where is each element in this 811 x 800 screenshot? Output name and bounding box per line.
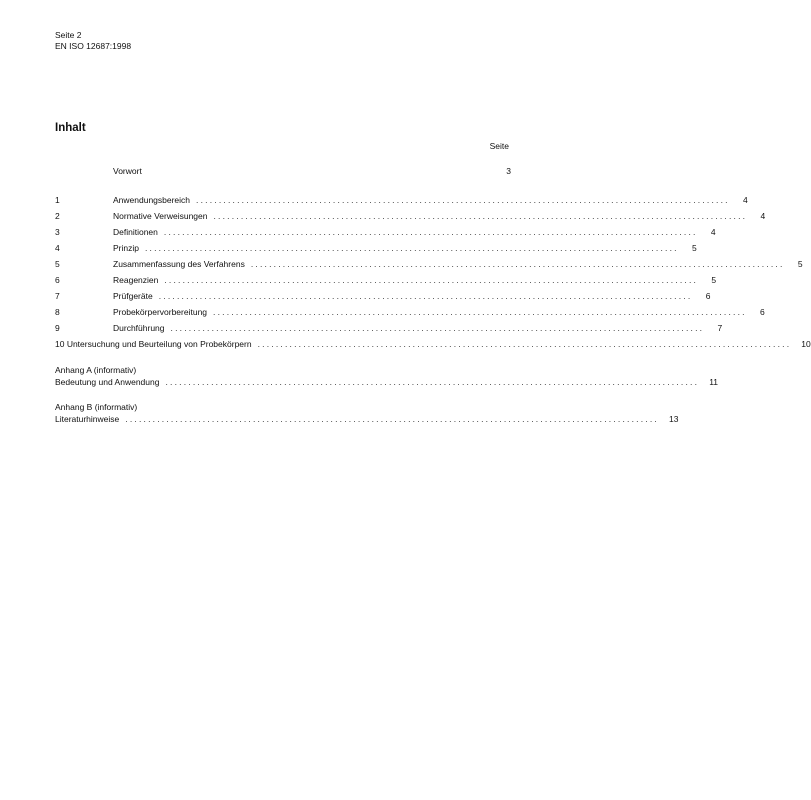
leader-dots: ..................................................................................................................... — [158, 291, 693, 301]
toc-entry-page: 3 — [506, 166, 511, 176]
toc-entry-page: 4 — [710, 227, 716, 237]
leader-dots: ..................................................................................................................... — [165, 377, 700, 387]
toc-entry-page: 6 — [760, 307, 765, 317]
toc-entry-10[interactable] — [55, 339, 811, 350]
leader-dots: ..................................................................................................................... — [163, 227, 698, 237]
leader-dots: ..................................................................................................................... — [213, 211, 748, 221]
leader-dots: ..................................................................................................................... — [250, 259, 785, 269]
leader-dots: ..................................................................................................................... — [170, 323, 705, 333]
toc-annex-b[interactable] — [55, 414, 679, 425]
toc-entry-2[interactable] — [55, 211, 766, 222]
toc-title: Inhalt — [55, 122, 86, 134]
toc-entry-number: 8 — [55, 307, 60, 317]
annex-a-title: Anhang A (informativ) — [55, 365, 137, 375]
leader-dots: ..................................................................................................................... — [257, 339, 792, 349]
leader-dots: ..................................................................................................................... — [213, 307, 747, 317]
toc-entry-label: Reagenzien — [113, 275, 159, 285]
toc-entry-label: Prinzip — [113, 243, 139, 253]
leader-dots: ..................................................................................................................... — [125, 414, 659, 424]
toc-entry-label: Prüfgeräte — [113, 291, 153, 301]
page-column-label: Seite — [489, 141, 509, 151]
toc-entry-label: Zusammenfassung des Verfahrens — [113, 259, 245, 269]
toc-entry-label: Bedeutung und Anwendung — [55, 377, 160, 387]
leader-dots: ..................................................................................................................... — [196, 195, 730, 205]
toc-entry-label: Probekörpervorbereitung — [113, 307, 208, 317]
toc-entry-1[interactable] — [55, 195, 748, 206]
leader-dots: ..................................................................................................................... — [144, 243, 679, 253]
toc-entry-number: 6 — [55, 275, 60, 285]
standard-designation: EN ISO 12687:1998 — [55, 41, 132, 51]
toc-entry-page: 5 — [711, 275, 717, 285]
toc-entry-label: Anwendungsbereich — [113, 195, 191, 205]
toc-entry-number: 5 — [55, 259, 60, 269]
toc-entry-number: 2 — [55, 211, 60, 221]
toc-entry-4[interactable] — [55, 243, 697, 254]
toc-entry-number: 7 — [55, 291, 60, 301]
toc-entry-6[interactable] — [55, 275, 717, 286]
toc-entry-page: 5 — [797, 259, 803, 269]
toc-entry-label: Durchführung — [113, 323, 165, 333]
toc-annex-a[interactable] — [55, 377, 719, 388]
toc-entry-number: 4 — [55, 243, 60, 253]
toc-entry-label: Literaturhinweise — [55, 414, 120, 424]
toc-entry-page: 11 — [709, 377, 719, 387]
toc-entry-page: 10 — [801, 339, 811, 349]
toc-entry-page: 4 — [760, 211, 766, 221]
leader-dots: ..................................................................................................................... — [164, 275, 699, 285]
toc-entry-7[interactable] — [55, 291, 711, 302]
toc-entry-label: Vorwort — [113, 166, 142, 176]
toc-entry-page: 7 — [717, 323, 723, 333]
toc-entry-3[interactable] — [55, 227, 716, 238]
toc-entry-label: Definitionen — [113, 227, 158, 237]
toc-entry-label: Normative Verweisungen — [113, 211, 208, 221]
toc-entry-page: 6 — [705, 291, 711, 301]
annex-b-title: Anhang B (informativ) — [55, 402, 138, 412]
toc-entry-page: 5 — [691, 243, 697, 253]
toc-foreword-row[interactable] — [55, 166, 511, 177]
toc-entry-number: 3 — [55, 227, 60, 237]
toc-entry-5[interactable] — [55, 259, 803, 270]
toc-entry-9[interactable] — [55, 323, 723, 334]
toc-entry-number: 1 — [55, 195, 60, 205]
toc-entry-8[interactable] — [55, 307, 765, 318]
toc-entry-page: 4 — [743, 195, 748, 205]
toc-entry-label: 10 Untersuchung und Beurteilung von Probekörpern — [55, 339, 252, 349]
toc-entry-number: 9 — [55, 323, 60, 333]
toc-entry-page: 13 — [668, 414, 679, 424]
page-number-header: Seite 2 — [55, 30, 82, 40]
